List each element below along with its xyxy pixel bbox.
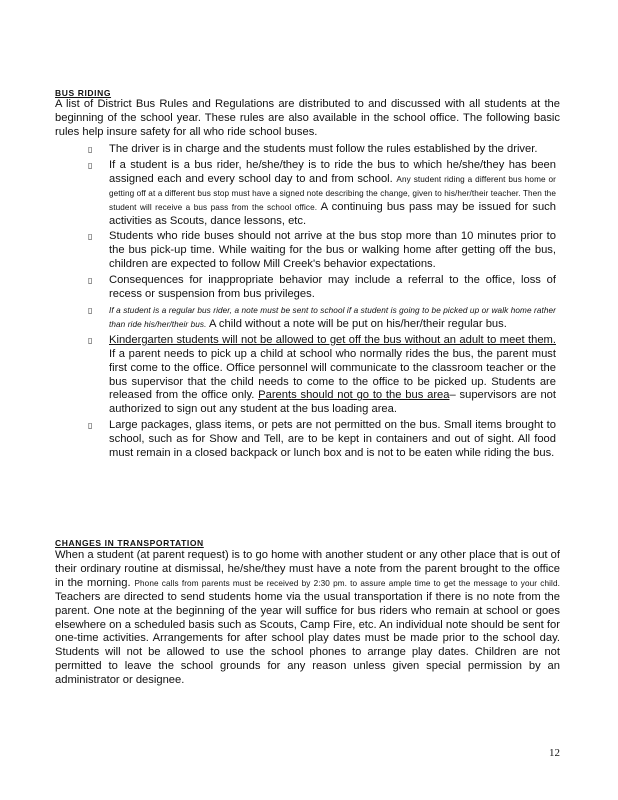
- list-item: ▯ Consequences for inappropriate behavior may include a referral to the office, loss of recess or suspension from bus privileges.: [88, 274, 556, 301]
- list-item: ▯ If a student is a bus rider, he/she/they is to ride the bus to which he/she/they has been assigned each and every school day to and from school. Any student riding a different bus home or getting off at a different bus stop must have a signed note describing the change, given to his/her/their teacher. Then the student will receive a bus pass from the school office. A continuing bus pass may be issued for such activities as Scouts, dance lessons, etc.: [88, 158, 557, 227]
- list-item: ▯ The driver is in charge and the students must follow the rules established by the driver.: [88, 143, 538, 155]
- list-item: ▯ Students who ride buses should not arrive at the bus stop more than 10 minutes prior to the bus pick-up time. While waiting for the bus or walking home after getting off the bus, children are expected to follow Mill Creek's behavior expectations.: [88, 230, 556, 271]
- bullet-icon: ▯: [88, 232, 93, 242]
- changes-in-transportation-body: When a student (at parent request) is to go home with another student or any other place that is out of their ordinary routine at dismissal, he/she/they must have a note from the parent brought to the office in the morning. Phone calls from parents must be received by 2:30 pm. to assure ample time to get the message to your child. Teachers are directed to send students home via the usual transportation if there is no note from the parent. One note at the beginning of the year will suffice for bus riders who remain at school or goes elsewhere on a scheduled basis such as Scouts, Camp Fire, etc. An individual note should be sent for one-time activities. Arrangements for after school play dates must be made prior to the school day. Students will not be allowed to use the school phones to arrange play dates. Children are not permitted to leave the school grounds for any reason unless given special permission by an administrator or designee.: [55, 549, 560, 687]
- list-item: ▯ If a student is a regular bus rider, a note must be sent to school if a student is going to be picked up or walk home rather than ride his/her/their bus. A child without a note will be put on his/her/their regular bus.: [88, 305, 556, 330]
- bullet-icon: ▯: [88, 276, 93, 286]
- bullet-icon: ▯: [88, 421, 93, 431]
- list-item: ▯ Large packages, glass items, or pets are not permitted on the bus. Small items brought to school, such as for Show and Tell, are to be kept in containers and out of sight. All food must remain in a closed backpack or lunch box and is not to be eaten while riding the bus.: [88, 419, 556, 460]
- bullet-icon: ▯: [88, 145, 93, 154]
- page-number: 12: [549, 747, 560, 759]
- bullet-icon: ▯: [88, 305, 93, 315]
- section-heading-changes-in-transportation: CHANGES IN TRANSPORTATION: [55, 538, 204, 548]
- list-item: ▯ Kindergarten students will not be allowed to get off the bus without an adult to meet them. If a parent needs to pick up a child at school who normally rides the bus, the parent must first come to the office. Office personnel will communicate to the classroom teacher or the bus supervisor that the child needs to come to the office to be picked up. Students are released from the office only. Parents should not go to the bus area– supervisors are not authorized to sign out any student at the bus loading area.: [88, 333, 557, 416]
- bus-riding-intro: A list of District Bus Rules and Regulations are distributed to and discussed with all students at the beginning of the school year. These rules are also available in the school office. The following basic rules help insure safety for all who ride school buses.: [55, 98, 560, 138]
- bus-rules-list: [88, 143, 556, 463]
- bullet-icon: ▯: [88, 160, 93, 170]
- section-heading-bus-riding: BUS RIDING: [55, 88, 112, 98]
- bullet-icon: ▯: [88, 335, 93, 345]
